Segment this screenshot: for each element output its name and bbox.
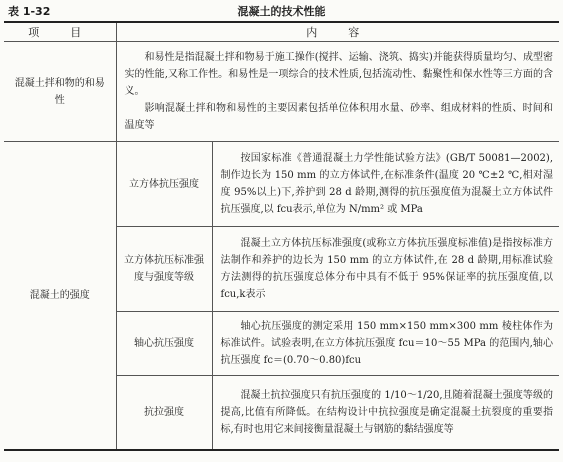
paragraph: 和易性是指混凝土拌和物易于施工操作(搅拌、运输、浇筑、捣实)并能获得质量均匀、成型密实的性能,又称工作性。和易性是一项综合的技术性质,包括流动性、黏聚性和保水性等三方面的含义。 bbox=[124, 52, 553, 97]
row-label-workability: 混凝土拌和物的和易性 bbox=[4, 42, 116, 142]
sub-item-content bbox=[212, 376, 559, 450]
sub-item-content bbox=[212, 142, 559, 227]
sub-item-content bbox=[212, 312, 559, 376]
sub-item-label: 立方体抗压强度 bbox=[116, 142, 212, 227]
sub-item-label: 抗拉强度 bbox=[116, 376, 212, 450]
sub-item-content bbox=[212, 227, 559, 312]
table-title: 混凝土的技术性能 bbox=[237, 5, 326, 18]
paragraph: 混凝土抗拉强度只有抗压强度的 1/10～1/20,且随着混凝土强度等级的提高,比值有所降低。在结构设计中抗拉强度是确定混凝土抗裂度的重要指标,有时也用它来间接衡量混凝土与钢筋的黏结强度等 bbox=[220, 389, 553, 435]
table-row bbox=[4, 142, 559, 227]
header-item: 项 目 bbox=[4, 22, 116, 42]
paragraph: 混凝土立方体抗压标准强度(或称立方体抗压强度标准值)是指按标准方法制作和养护的边长为 150 mm 的立方体试件,在 28 d 龄期,用标准试验方法测得的抗压强度总体分布中具有不低于 95%保证率的抗压强度值,以 fcu,k表示 bbox=[220, 238, 553, 300]
table-header-row bbox=[4, 22, 559, 42]
sub-item-label: 立方体抗压标准强度与强度等级 bbox=[116, 227, 212, 312]
sub-item-label: 轴心抗压强度 bbox=[116, 312, 212, 376]
paragraph: 影响混凝土拌和物和易性的主要因素包括单位体积用水量、砂率、组成材料的性质、时间和温度等 bbox=[124, 103, 553, 131]
paragraph: 按国家标准《普通混凝土力学性能试验方法》(GB/T 50081—2002),制作边长为 150 mm 的立方体试件,在标准条件(温度 20 ℃±2 ℃,相对湿度 95%以上)下,养护到 28 d 龄期,测得的抗压强度值为混凝土立方体试件抗压强度,以 fcu表示,单位为 N/mm² 或 MPa bbox=[220, 153, 553, 215]
paragraph: 轴心抗压强度的测定采用 150 mm×150 mm×300 mm 棱柱体作为标准试件。试验表明,在立方体抗压强度 fcu＝10～55 MPa 的范围内,轴心抗压强度 fc＝(0.70～0.80)fcu bbox=[220, 321, 553, 366]
workability-content bbox=[116, 42, 559, 142]
header-content: 内 容 bbox=[116, 22, 559, 42]
table-caption bbox=[6, 2, 557, 20]
row-label-strength: 混凝土的强度 bbox=[4, 142, 116, 450]
properties-table bbox=[4, 21, 559, 451]
table-row bbox=[4, 42, 559, 142]
table-number: 表 1-32 bbox=[8, 5, 51, 18]
